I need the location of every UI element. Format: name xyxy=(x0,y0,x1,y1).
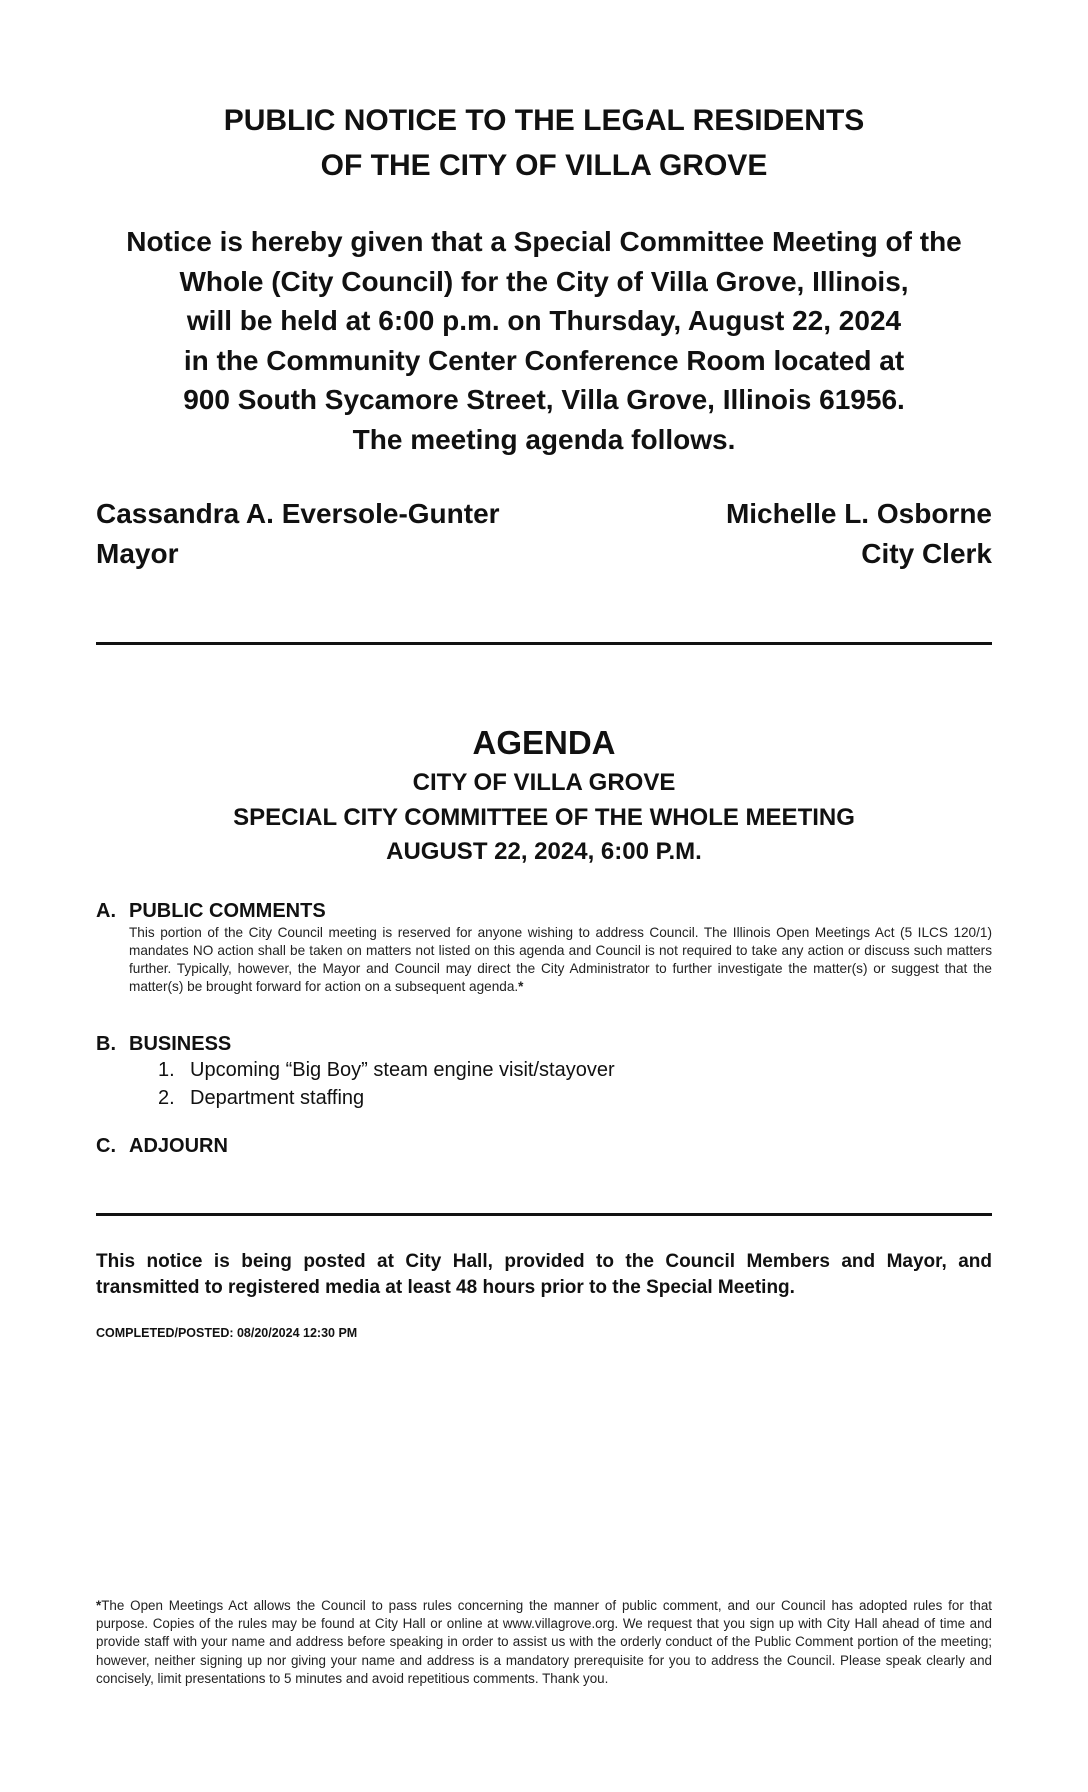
public-comments-text: This portion of the City Council meeting is reserved for anyone wishing to address Council. The Illinois Open Meetings Act (5 ILCS 120/1) mandates NO action shall be taken on matters not listed on this agenda and Council is not required to take any action or discuss such matters further. Typically, however, the Mayor and Council may direct the City Administrator to further investigate the matter(s) or suggest that the matter(s) be brought forward for action on a subsequent agenda. xyxy=(129,925,992,994)
completed-posted-stamp: COMPLETED/POSTED: 08/20/2024 12:30 PM xyxy=(96,1326,358,1340)
section-public-comments xyxy=(96,898,992,996)
footnote-marker: * xyxy=(518,979,524,994)
list-item xyxy=(158,1085,992,1113)
page-title xyxy=(96,98,992,188)
clerk-name: Michelle L. Osborne xyxy=(725,498,992,529)
agenda-title: AGENDA xyxy=(472,724,616,761)
agenda-city: CITY OF VILLA GROVE xyxy=(412,769,676,796)
agenda-meeting-name: SPECIAL CITY COMMITTEE OF THE WHOLE MEETING xyxy=(233,803,855,831)
item-text: Upcoming “Big Boy” steam engine visit/stayover xyxy=(190,1059,615,1081)
public-comments-body xyxy=(129,924,992,996)
item-number: 2. xyxy=(158,1086,175,1109)
mayor-name: Cassandra A. Eversole-Gunter xyxy=(96,498,500,529)
divider-bottom xyxy=(96,1213,992,1216)
section-heading xyxy=(96,1133,992,1159)
divider-top xyxy=(96,642,992,645)
section-title: BUSINESS xyxy=(129,1033,232,1055)
section-heading xyxy=(96,1031,992,1057)
footnote-text: The Open Meetings Act allows the Council to pass rules concerning the manner of public comment, and our Council has adopted rules for that purpose. Copies of the rules may be found at City Hall or online at www.villagrove.org. We request that you sign up with City Hall ahead of time and provide staff with your name and address before speaking in order to assist us with the orderly conduct of the Public Comment portion of the meeting; however, neither signing up nor giving your name and address is a mandatory prerequisite for you to address the Council. Please speak clearly and concisely, limit presentations to 5 minutes and avoid repetitious comments. Thank you. xyxy=(96,1598,992,1686)
meeting-notice xyxy=(96,222,992,459)
notice-line: in the Community Center Conference Room located at xyxy=(183,344,905,376)
notice-line: will be held at 6:00 p.m. on Thursday, August 22, 2024 xyxy=(186,305,902,336)
clerk-title: City Clerk xyxy=(861,537,992,569)
title-line-2: OF THE CITY OF VILLA GROVE xyxy=(320,149,768,182)
clerk-signature xyxy=(726,494,992,573)
business-items xyxy=(158,1057,992,1112)
section-title: PUBLIC COMMENTS xyxy=(129,900,326,922)
footnote-asterisk: * xyxy=(96,1598,102,1613)
section-letter: B. xyxy=(96,1033,116,1055)
section-heading xyxy=(96,898,992,924)
section-letter: A. xyxy=(96,900,116,922)
title-line-1: PUBLIC NOTICE TO THE LEGAL RESIDENTS xyxy=(223,104,865,137)
notice-line: Notice is hereby given that a Special Committee Meeting of the xyxy=(126,226,962,257)
posting-statement: This notice is being posted at City Hall, provided to the Council Members and Mayor, and transmitted to registered media at least 48 hours prior to the Special Meeting. xyxy=(96,1251,992,1298)
item-text: Department staffing xyxy=(190,1086,365,1109)
list-item xyxy=(158,1057,992,1085)
mayor-signature xyxy=(96,494,500,573)
notice-line: 900 South Sycamore Street, Villa Grove, Illinois 61956. xyxy=(183,384,905,415)
agenda-date: AUGUST 22, 2024, 6:00 P.M. xyxy=(386,838,702,865)
section-adjourn xyxy=(96,1133,992,1159)
section-business xyxy=(96,1031,992,1112)
item-number: 1. xyxy=(158,1059,175,1081)
agenda-header xyxy=(96,720,992,870)
section-letter: C. xyxy=(96,1135,116,1157)
notice-line: The meeting agenda follows. xyxy=(352,423,736,455)
notice-line: Whole (City Council) for the City of Villa Grove, Illinois, xyxy=(179,265,909,297)
mayor-title: Mayor xyxy=(96,537,179,569)
footnote xyxy=(96,1597,992,1688)
section-title: ADJOURN xyxy=(129,1135,228,1157)
